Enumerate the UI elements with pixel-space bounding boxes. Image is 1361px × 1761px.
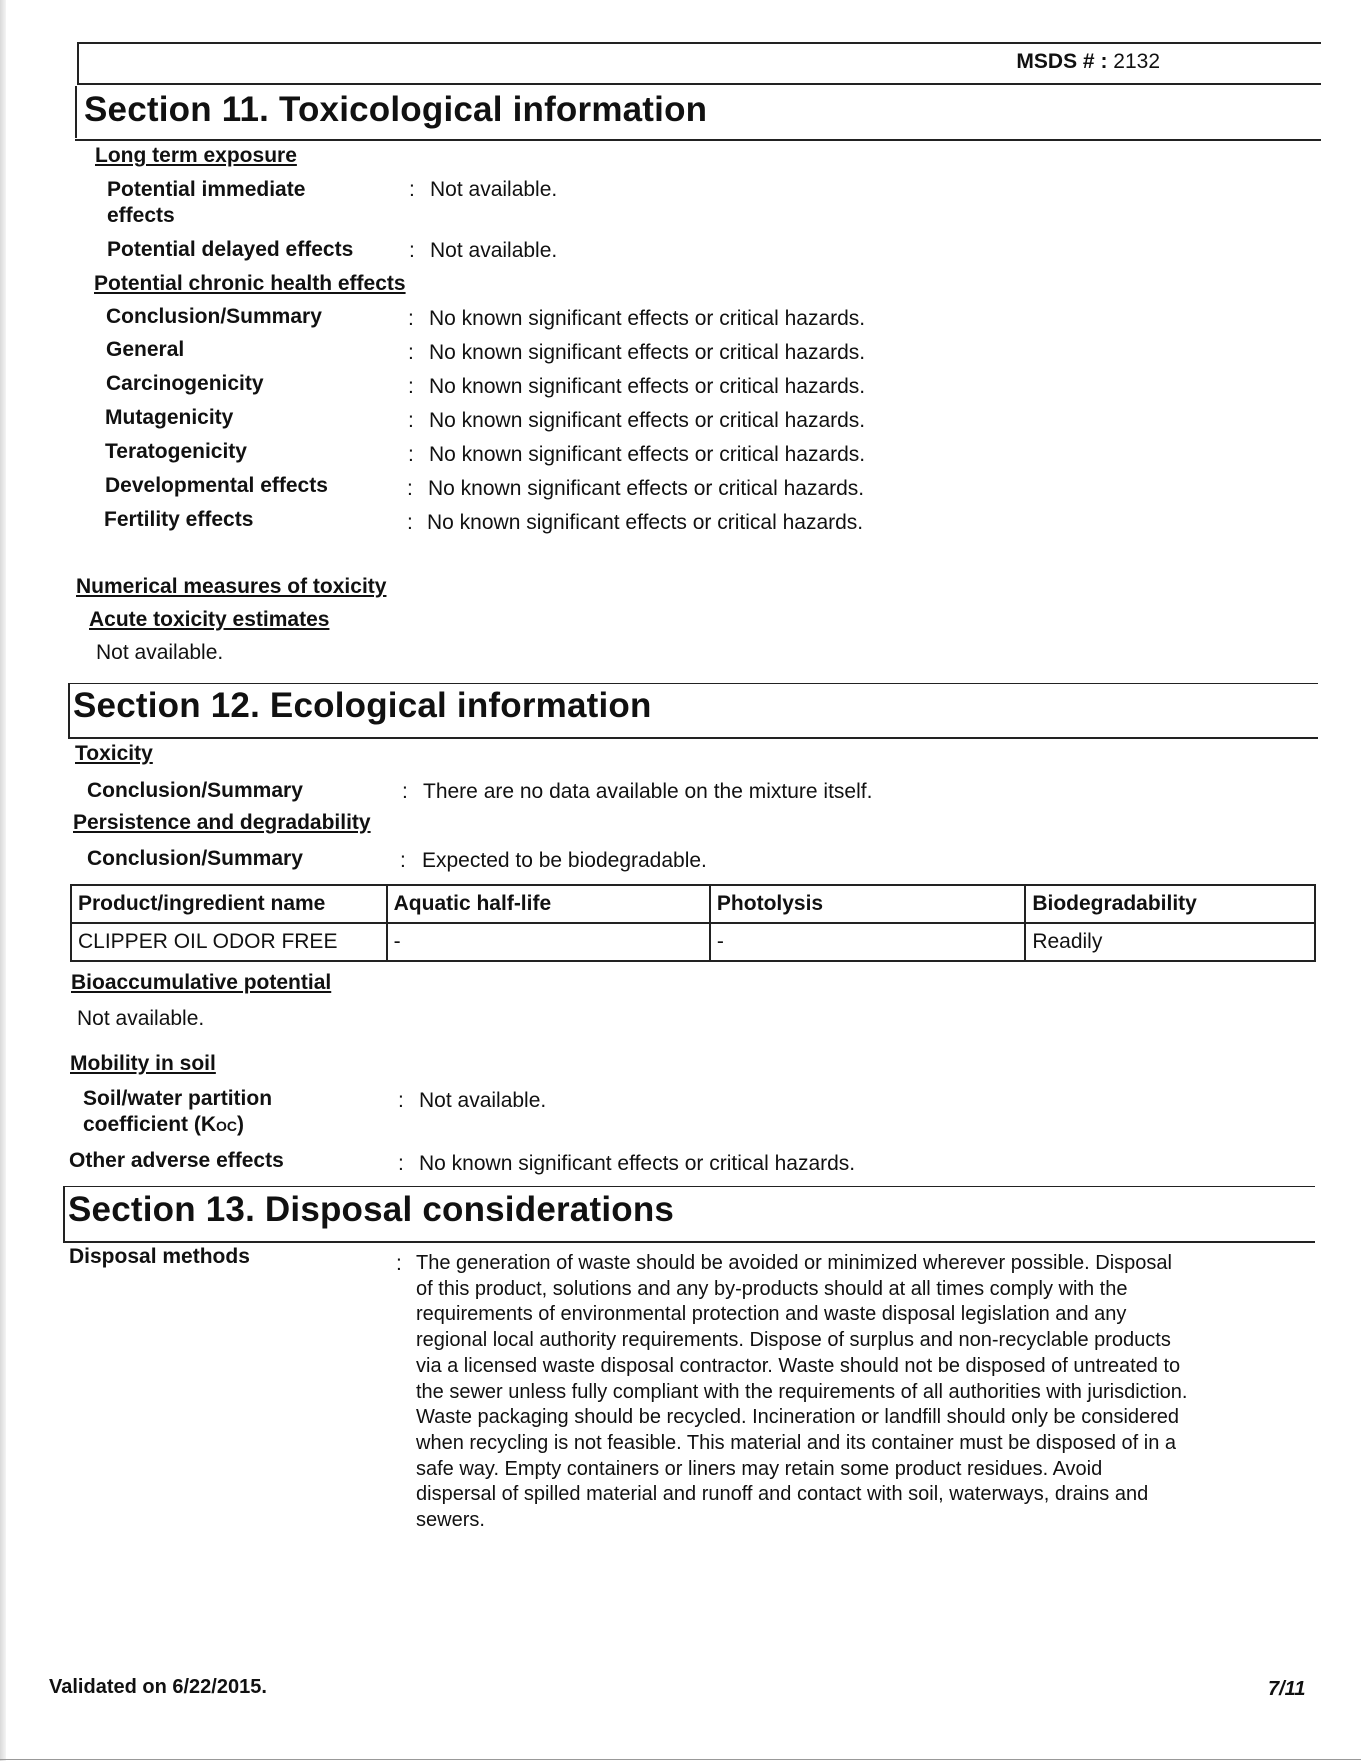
table-header-row (71, 885, 1315, 923)
colon: : (408, 307, 414, 330)
disposal-line: regional local authority requirements. Dispose of surplus and non-recyclable products (416, 1329, 1171, 1352)
value-potential-immediate: Not available. (430, 178, 558, 201)
disposal-line: safe way. Empty containers or liners may retain some product residues. Avoid (416, 1457, 1103, 1480)
chronic-heading: Potential chronic health effects (94, 272, 406, 295)
scan-edge (0, 0, 6, 1761)
value-teratogenicity: No known significant effects or critical hazards. (429, 443, 866, 466)
table-cell: - (387, 923, 710, 961)
disposal-line: Waste packaging should be recycled. Incineration or landfill should only be considered (416, 1406, 1180, 1429)
label-other-adverse: Other adverse effects (69, 1149, 284, 1172)
label-developmental: Developmental effects (105, 474, 328, 497)
colon: : (407, 477, 413, 500)
table-header-cell: Product/ingredient name (71, 885, 387, 923)
header-top-rule (77, 42, 1321, 44)
long-term-heading: Long term exposure (95, 144, 297, 167)
disposal-line: the sewer unless fully compliant with the requirements of all authorities with jurisdiction. (416, 1380, 1188, 1403)
section12-left-rule (68, 683, 70, 737)
disposal-methods-text (416, 1251, 1306, 1534)
value-toxicity-conclusion: There are no data available on the mixture itself. (423, 780, 873, 803)
colon: : (400, 849, 406, 872)
section11-title: Section 11. Toxicological information (84, 90, 708, 129)
value-potential-delayed: Not available. (430, 239, 558, 262)
disposal-line: when recycling is not feasible. This material and its container must be disposed of in a (416, 1431, 1177, 1454)
label-disposal-methods: Disposal methods (69, 1245, 250, 1268)
colon: : (396, 1252, 402, 1275)
colon: : (402, 780, 408, 803)
validated-date: Validated on 6/22/2015. (49, 1676, 267, 1698)
label-potential-delayed: Potential delayed effects (107, 238, 354, 261)
colon: : (408, 341, 414, 364)
section13-left-rule (63, 1186, 65, 1241)
disposal-line: dispersal of spilled material and runoff and contact with soil, waterways, drains and (416, 1483, 1149, 1506)
section12-title: Section 12. Ecological information (73, 686, 652, 725)
value-carcinogenicity: No known significant effects or critical hazards. (429, 375, 866, 398)
acute-heading: Acute toxicity estimates (89, 608, 330, 631)
value-conclusion: No known significant effects or critical hazards. (429, 307, 866, 330)
label-toxicity-conclusion: Conclusion/Summary (87, 779, 303, 802)
colon: : (409, 178, 415, 201)
bottom-edge (0, 1759, 1361, 1760)
colon: : (398, 1152, 404, 1175)
persistence-heading: Persistence and degradability (73, 811, 371, 834)
label-teratogenicity: Teratogenicity (105, 440, 247, 463)
table-header-cell: Biodegradability (1025, 885, 1315, 923)
disposal-line: requirements of environmental protection and waste disposal legislation and any (416, 1303, 1127, 1326)
header-left-rule (77, 42, 79, 84)
acute-value: Not available. (96, 641, 224, 664)
colon: : (407, 511, 413, 534)
header-bottom-rule (77, 83, 1321, 85)
value-other-adverse: No known significant effects or critical hazards. (419, 1152, 856, 1175)
colon: : (408, 375, 414, 398)
table-row (71, 923, 1315, 961)
bioaccumulative-value: Not available. (77, 1007, 205, 1030)
section13-title: Section 13. Disposal considerations (68, 1190, 675, 1229)
degradability-table (70, 884, 1316, 962)
colon: : (408, 443, 414, 466)
colon: : (398, 1089, 404, 1112)
label-soil-water-line2: coefficient (K (83, 1113, 217, 1136)
value-fertility: No known significant effects or critical hazards. (427, 511, 864, 534)
value-developmental: No known significant effects or critical hazards. (428, 477, 865, 500)
label-conclusion: Conclusion/Summary (106, 305, 322, 328)
toxicity-heading: Toxicity (75, 742, 153, 765)
label-fertility: Fertility effects (104, 508, 254, 531)
section12-rule (68, 737, 1318, 739)
section11-left-rule (75, 86, 77, 138)
label-general: General (106, 338, 185, 361)
table-header-cell: Photolysis (710, 885, 1025, 923)
value-soil-water: Not available. (419, 1089, 547, 1112)
disposal-line: sewers. (416, 1509, 485, 1532)
section13-rule (63, 1241, 1315, 1243)
table-header-cell: Aquatic half-life (387, 885, 710, 923)
label-carcinogenicity: Carcinogenicity (106, 372, 264, 395)
label-mutagenicity: Mutagenicity (105, 406, 234, 429)
mobility-heading: Mobility in soil (70, 1052, 216, 1075)
label-persistence-conclusion: Conclusion/Summary (87, 847, 303, 870)
table-cell: CLIPPER OIL ODOR FREE (71, 923, 387, 961)
msds-number (1016, 50, 1160, 74)
msds-label: MSDS # : (1016, 50, 1108, 73)
value-general: No known significant effects or critical hazards. (429, 341, 866, 364)
colon: : (408, 409, 414, 432)
table-cell: - (710, 923, 1025, 961)
bioaccumulative-heading: Bioaccumulative potential (71, 971, 332, 994)
section11-rule (75, 139, 1321, 141)
value-persistence-conclusion: Expected to be biodegradable. (422, 849, 707, 872)
page-number: 7/11 (1268, 1678, 1306, 1700)
label-potential-immediate: Potential immediate effects (107, 178, 306, 227)
value-mutagenicity: No known significant effects or critical hazards. (429, 409, 866, 432)
numerical-heading: Numerical measures of toxicity (76, 575, 387, 598)
disposal-line: of this product, solutions and any by-products should at all times comply with the (416, 1277, 1128, 1300)
table-cell: Readily (1025, 923, 1315, 961)
label-soil-water-suffix: ) (237, 1113, 245, 1136)
label-soil-water (83, 1086, 272, 1139)
colon: : (409, 239, 415, 262)
section12-top-rule (68, 683, 1318, 684)
disposal-line: via a licensed waste disposal contractor. Waste should not be disposed of untreated to (416, 1354, 1181, 1377)
koc-subscript: OC (216, 1118, 238, 1134)
msds-value: 2132 (1113, 50, 1160, 73)
disposal-line: The generation of waste should be avoided or minimized wherever possible. Disposal (416, 1252, 1172, 1274)
section13-top-rule (63, 1186, 1315, 1187)
label-soil-water-line1: Soil/water partition (83, 1087, 273, 1110)
